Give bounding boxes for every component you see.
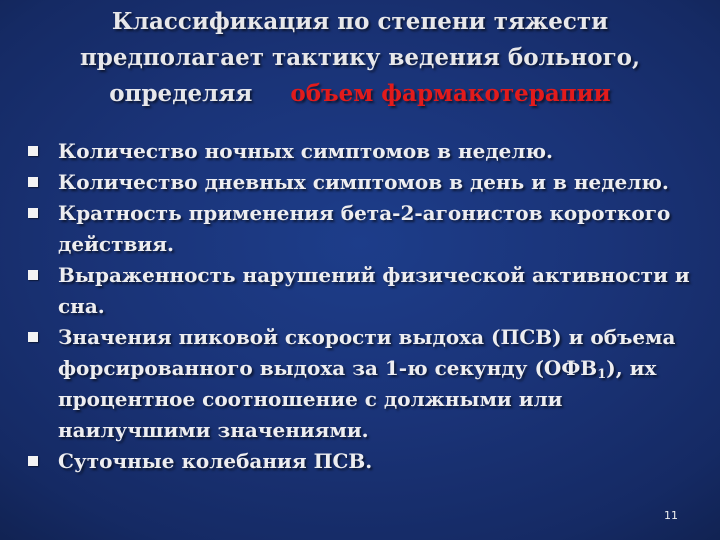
bullet-list — [22, 136, 712, 477]
square-bullet-icon — [28, 208, 38, 218]
bullet-text: Суточные колебания ПСВ. — [58, 449, 373, 473]
bullet-text: Кратность применения бета-2-агонистов короткого действия. — [58, 201, 671, 256]
bullet-item-3 — [22, 198, 712, 260]
bullet-item-4 — [22, 260, 712, 322]
bullet-text: Количество ночных симптомов в неделю. — [58, 139, 553, 163]
bullet-item-6 — [22, 446, 712, 477]
square-bullet-icon — [28, 177, 38, 187]
title-line-3-text: определяя — [109, 80, 253, 107]
page-number: 11 — [664, 509, 678, 522]
square-bullet-icon — [28, 456, 38, 466]
slide-title — [40, 4, 680, 112]
square-bullet-icon — [28, 146, 38, 156]
bullet-item-1 — [22, 136, 712, 167]
bullet-text-after: ), их процентное соотношение с должными или наилучшими значениями. — [58, 356, 657, 442]
title-accent-text: объем фармакотерапии — [290, 80, 611, 107]
bullet-subscript: 1 — [597, 367, 607, 382]
square-bullet-icon — [28, 270, 38, 280]
title-line-3 — [40, 76, 680, 112]
title-line-2: предполагает тактику ведения больного, — [79, 44, 641, 71]
square-bullet-icon — [28, 332, 38, 342]
bullet-text: Количество дневных симптомов в день и в неделю. — [58, 170, 669, 194]
bullet-text-before: Значения пиковой скорости выдоха (ПСВ) и объема форсированного выдоха за 1-ю секунду (ОФВ — [58, 325, 676, 380]
bullet-item-2 — [22, 167, 712, 198]
bullet-item-5 — [22, 322, 712, 446]
title-line-1: Классификация по степени тяжести — [111, 8, 609, 35]
bullet-text: Выраженность нарушений физической активности и сна. — [58, 263, 690, 318]
